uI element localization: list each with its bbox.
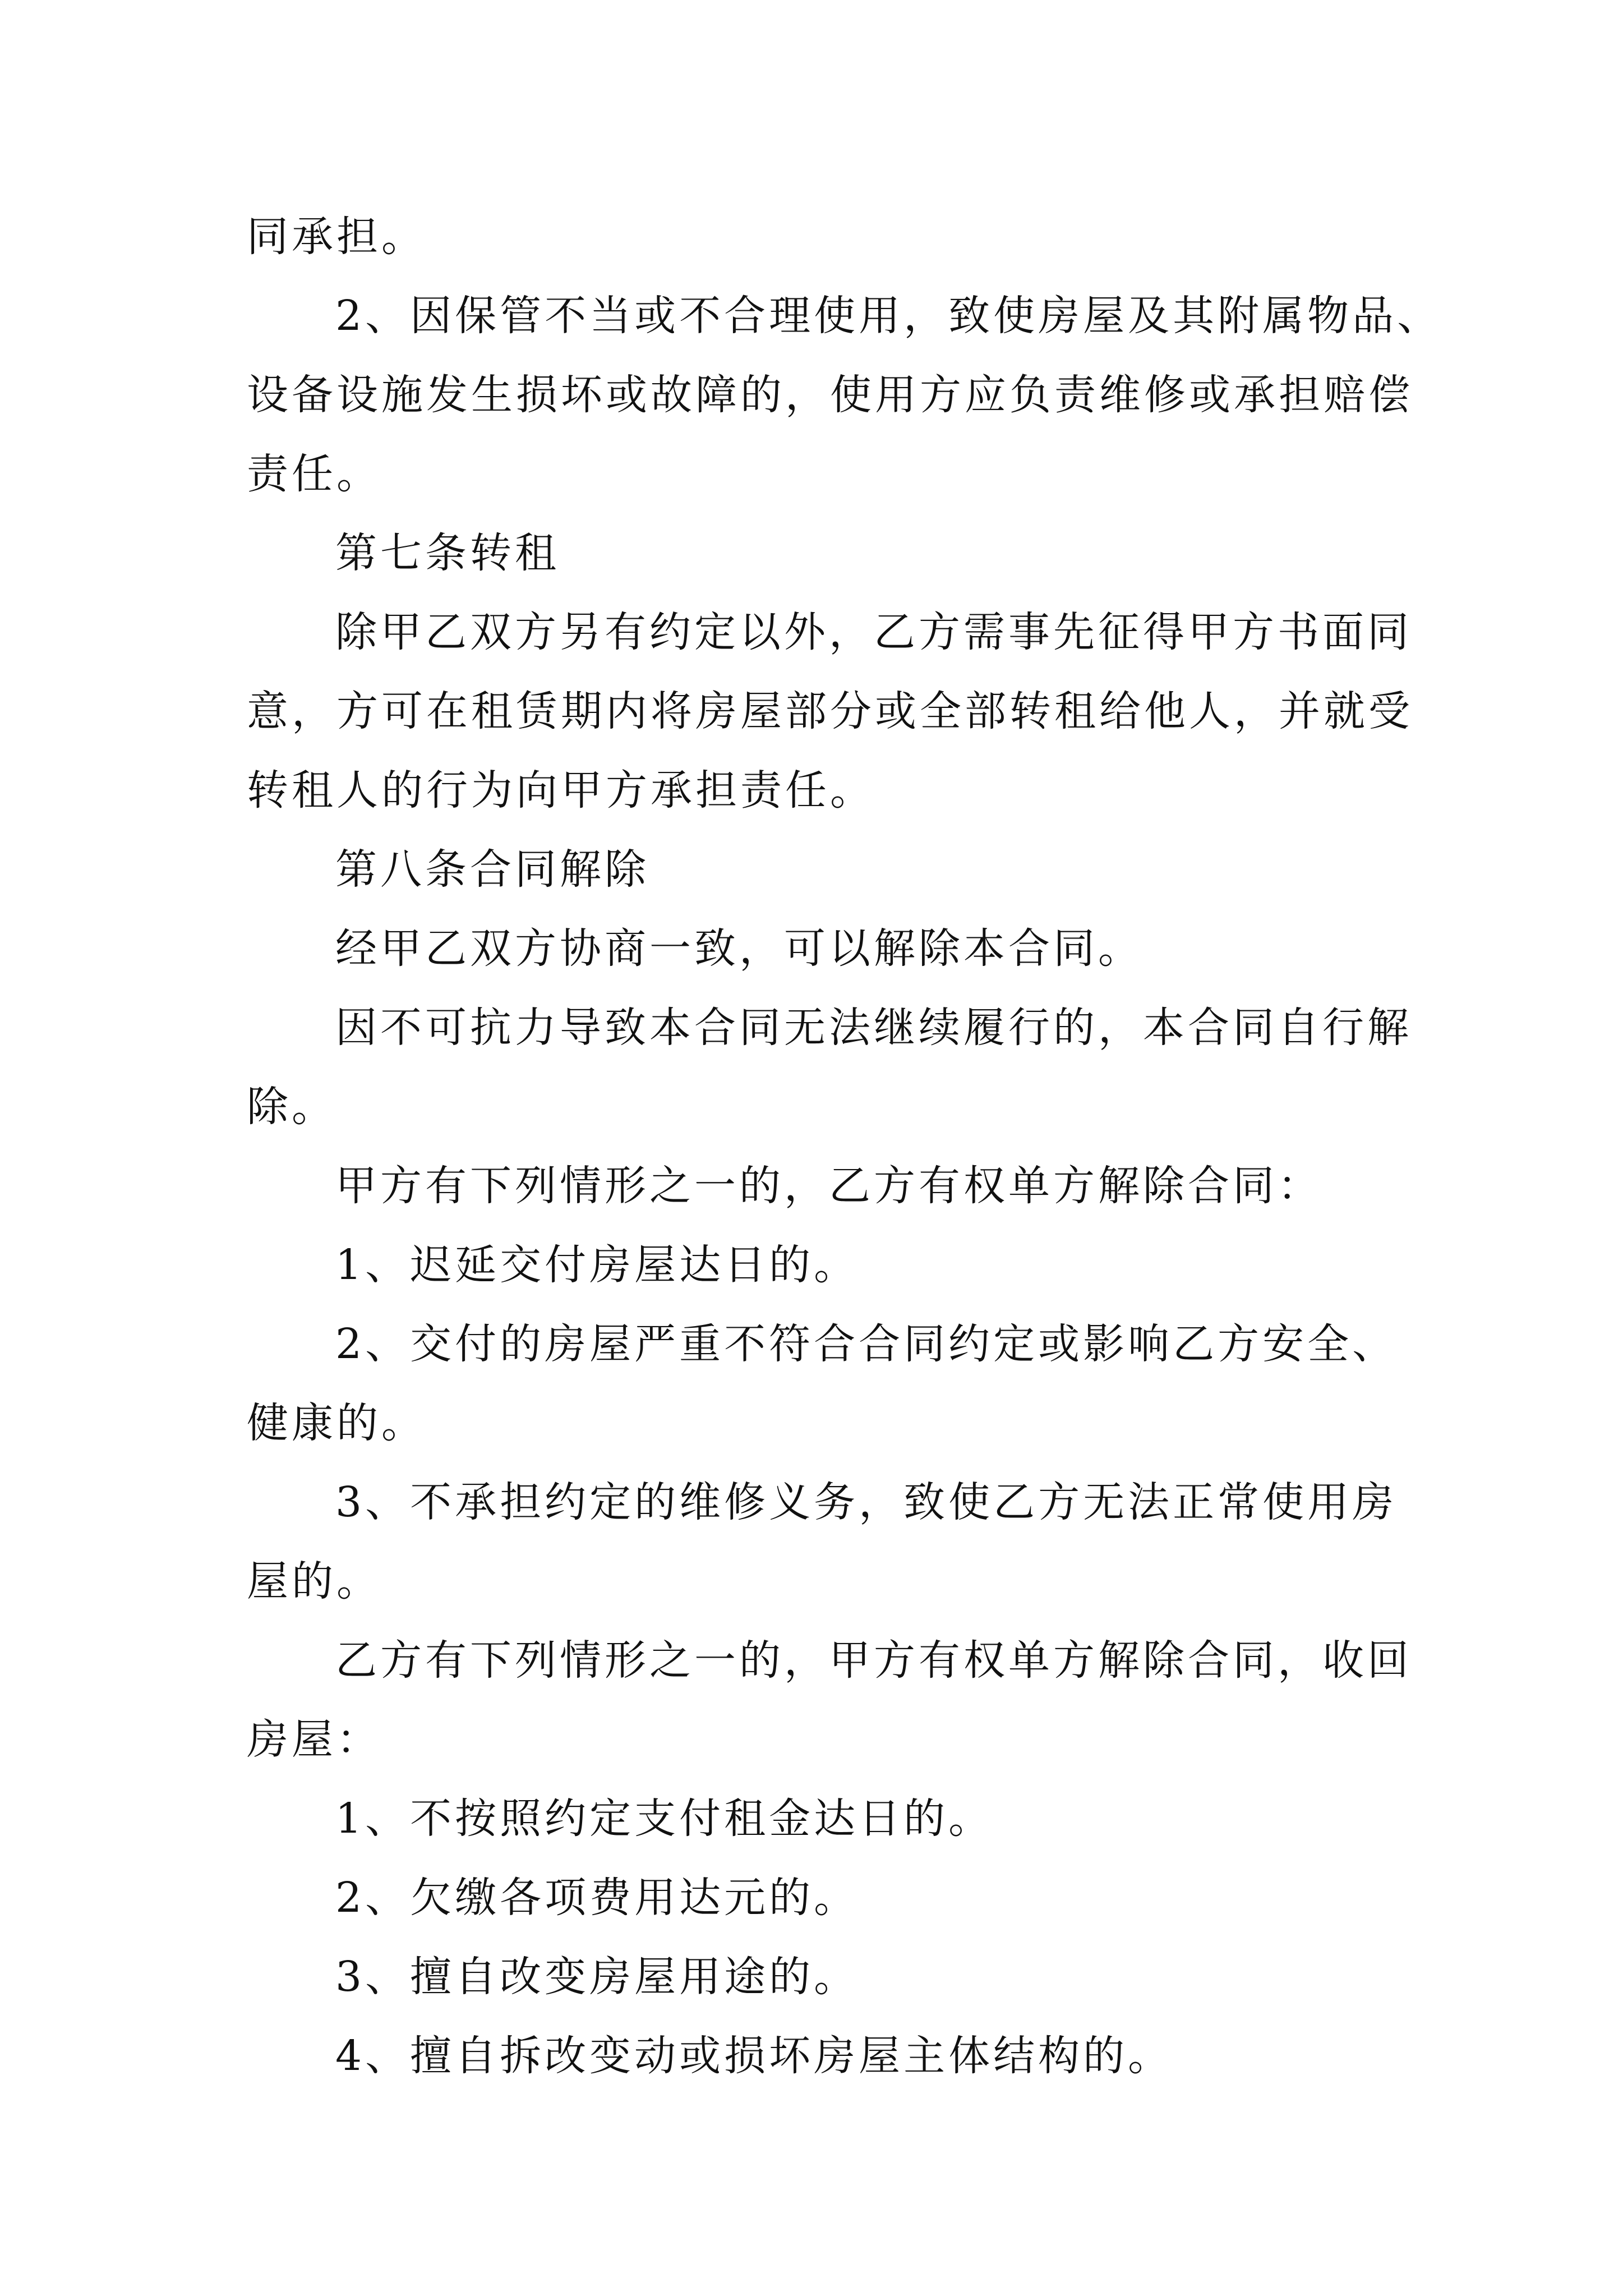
section-heading: 第七条转租 — [335, 529, 560, 577]
text-line: 房屋： — [247, 1715, 381, 1764]
text-line: 经甲乙双方协商一致，可以解除本合同。 — [335, 924, 1143, 973]
section-heading: 第八条合同解除 — [335, 845, 649, 894]
list-item: 1、迟延交付房屋达日的。 — [335, 1241, 859, 1289]
text-line: 屋的。 — [247, 1557, 381, 1605]
list-item: 2、欠缴各项费用达元的。 — [335, 1874, 859, 1922]
text-line: 健康的。 — [247, 1399, 426, 1447]
document-body — [247, 197, 1442, 2096]
text-line: 责任。 — [247, 450, 381, 498]
text-line: 除。 — [247, 1083, 336, 1131]
text-line: 设备设施发生损坏或故障的，使用方应负责维修或承担赔偿 — [247, 371, 1413, 419]
list-item: 4、擅自拆改变动或损坏房屋主体结构的。 — [335, 2032, 1173, 2080]
text-line: 因不可抗力导致本合同无法继续履行的，本合同自行解 — [335, 1004, 1412, 1052]
text-line: 转租人的行为向甲方承担责任。 — [247, 766, 875, 815]
text-line: 除甲乙双方另有约定以外，乙方需事先征得甲方书面同 — [335, 608, 1412, 656]
text-line: 同承担。 — [247, 213, 426, 261]
list-item: 3、擅自改变房屋用途的。 — [335, 1953, 859, 2001]
list-item: 3、不承担约定的维修义务，致使乙方无法正常使用房 — [335, 1478, 1398, 1526]
text-line: 意，方可在租赁期内将房屋部分或全部转租给他人，并就受 — [247, 687, 1413, 735]
text-line: 甲方有下列情形之一的，乙方有权单方解除合同： — [335, 1162, 1322, 1210]
text-line: 乙方有下列情形之一的，甲方有权单方解除合同，收回 — [335, 1636, 1412, 1685]
list-item: 2、交付的房屋严重不符合合同约定或影响乙方安全、 — [335, 1320, 1398, 1368]
text-line: 2、因保管不当或不合理使用，致使房屋及其附属物品、 — [335, 292, 1442, 340]
list-item: 1、不按照约定支付租金达日的。 — [335, 1795, 994, 1843]
